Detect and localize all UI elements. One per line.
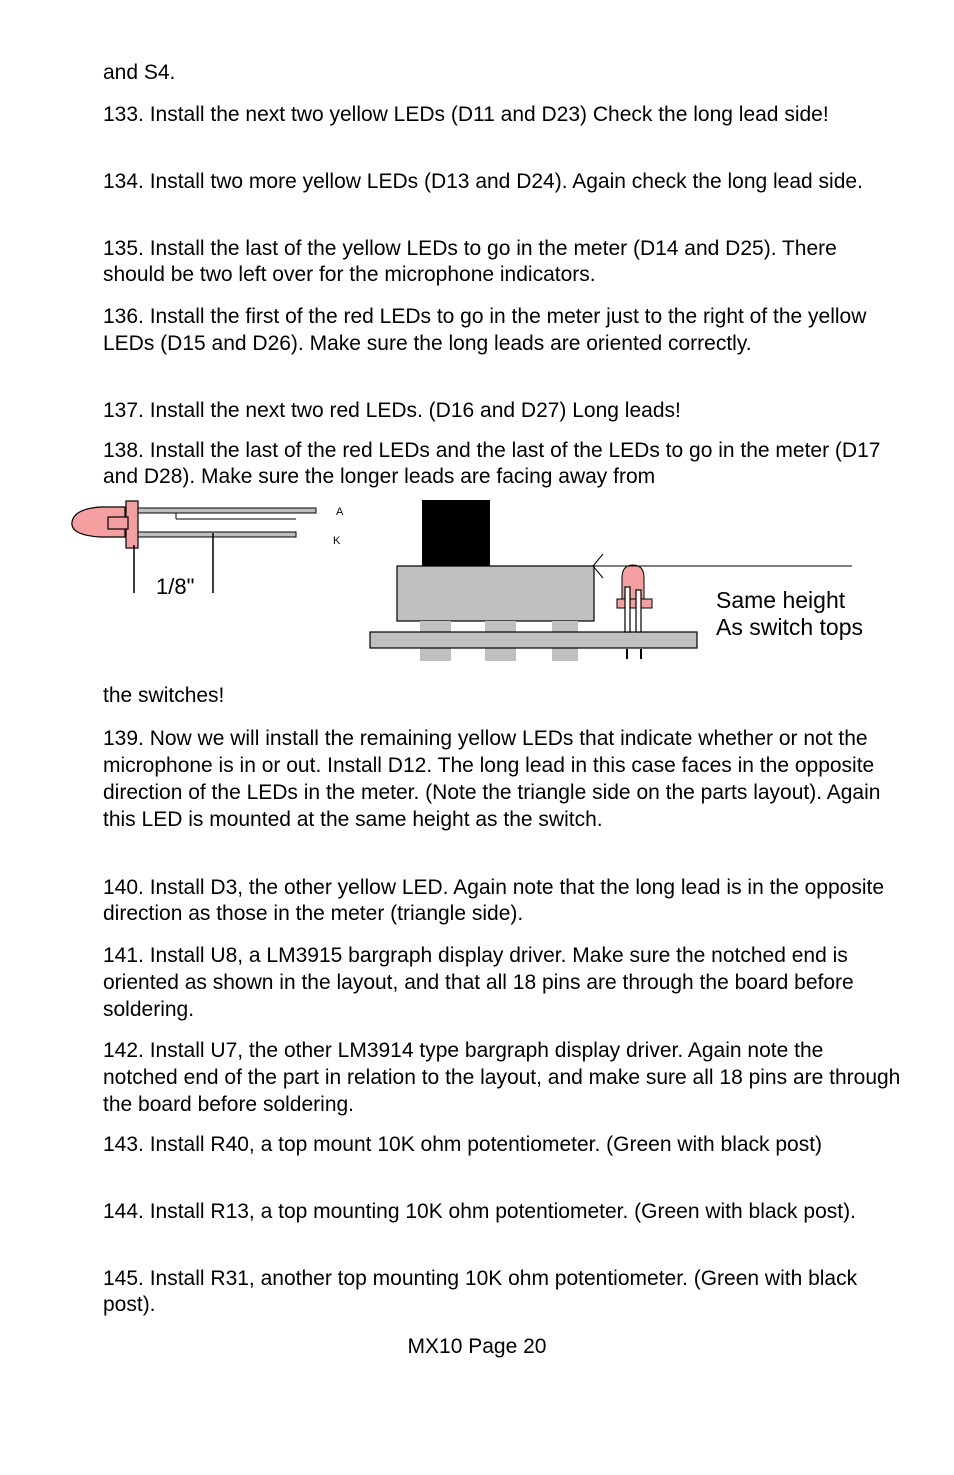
step-143: 143. Install R40, a top mount 10K ohm potentiometer. (Green with black post) [103, 1133, 823, 1156]
step-136: 136. Install the first of the red LEDs to go in the meter just to the right of the yellow LEDs (D15 and D26). Make sure the long leads are oriented correctly. [103, 305, 867, 355]
page-footer: MX10 Page 20 [407, 1335, 547, 1358]
step-135: 135. Install the last of the yellow LEDs to go in the meter (D14 and D25). There should be two left over for the microphone indicators. [103, 237, 837, 286]
step-139: 139. Now we will install the remaining yellow LEDs that indicate whether or not the microphone is in or out. Install D12. The long lead in this case faces in the opposite direction of the LEDs in the meter. (Note the triangle side on the parts layout). Again this LED is mounted at the same height as the switch. [103, 727, 881, 831]
switch-side-view [370, 500, 697, 661]
note-line-1: Same height [716, 587, 846, 613]
lead-a-label: A [336, 506, 344, 518]
spacing-label: 1/8" [156, 574, 195, 599]
lead-k-label: K [333, 535, 341, 547]
step-145: 145. Install R31, another top mounting 10K ohm potentiometer. (Green with black post). [103, 1267, 858, 1316]
step-144: 144. Install R13, a top mounting 10K ohm potentiometer. (Green with black post). [103, 1200, 856, 1223]
paragraph-and-s4: and S4. [103, 61, 176, 84]
step-142: 142. Install U7, the other LM3914 type bargraph display driver. Again note the notched end of the part in relation to the layout, and make sure all 18 pins are through the board before soldering. [103, 1039, 901, 1116]
note-line-2: As switch tops [716, 614, 863, 640]
led-mounting-figure [0, 495, 954, 685]
step-141: 141. Install U8, a LM3915 bargraph display driver. Make sure the notched end is oriented as shown in the layout, and that all 18 pins are through the board before soldering. [103, 944, 854, 1021]
step-140: 140. Install D3, the other yellow LED. Again note that the long lead is in the opposite direction as those in the meter (triangle side). [103, 876, 885, 925]
step-133: 133. Install the next two yellow LEDs (D11 and D23) Check the long lead side! [103, 103, 829, 126]
step-138: 138. Install the last of the red LEDs and the last of the LEDs to go in the meter (D17 and D28). Make sure the longer leads are facing away from [103, 439, 881, 488]
step-137: 137. Install the next two red LEDs. (D16 and D27) Long leads! [103, 399, 681, 422]
step-134: 134. Install two more yellow LEDs (D13 and D24). Again check the long lead side. [103, 170, 863, 193]
paragraph-the-switches: the switches! [103, 684, 225, 707]
